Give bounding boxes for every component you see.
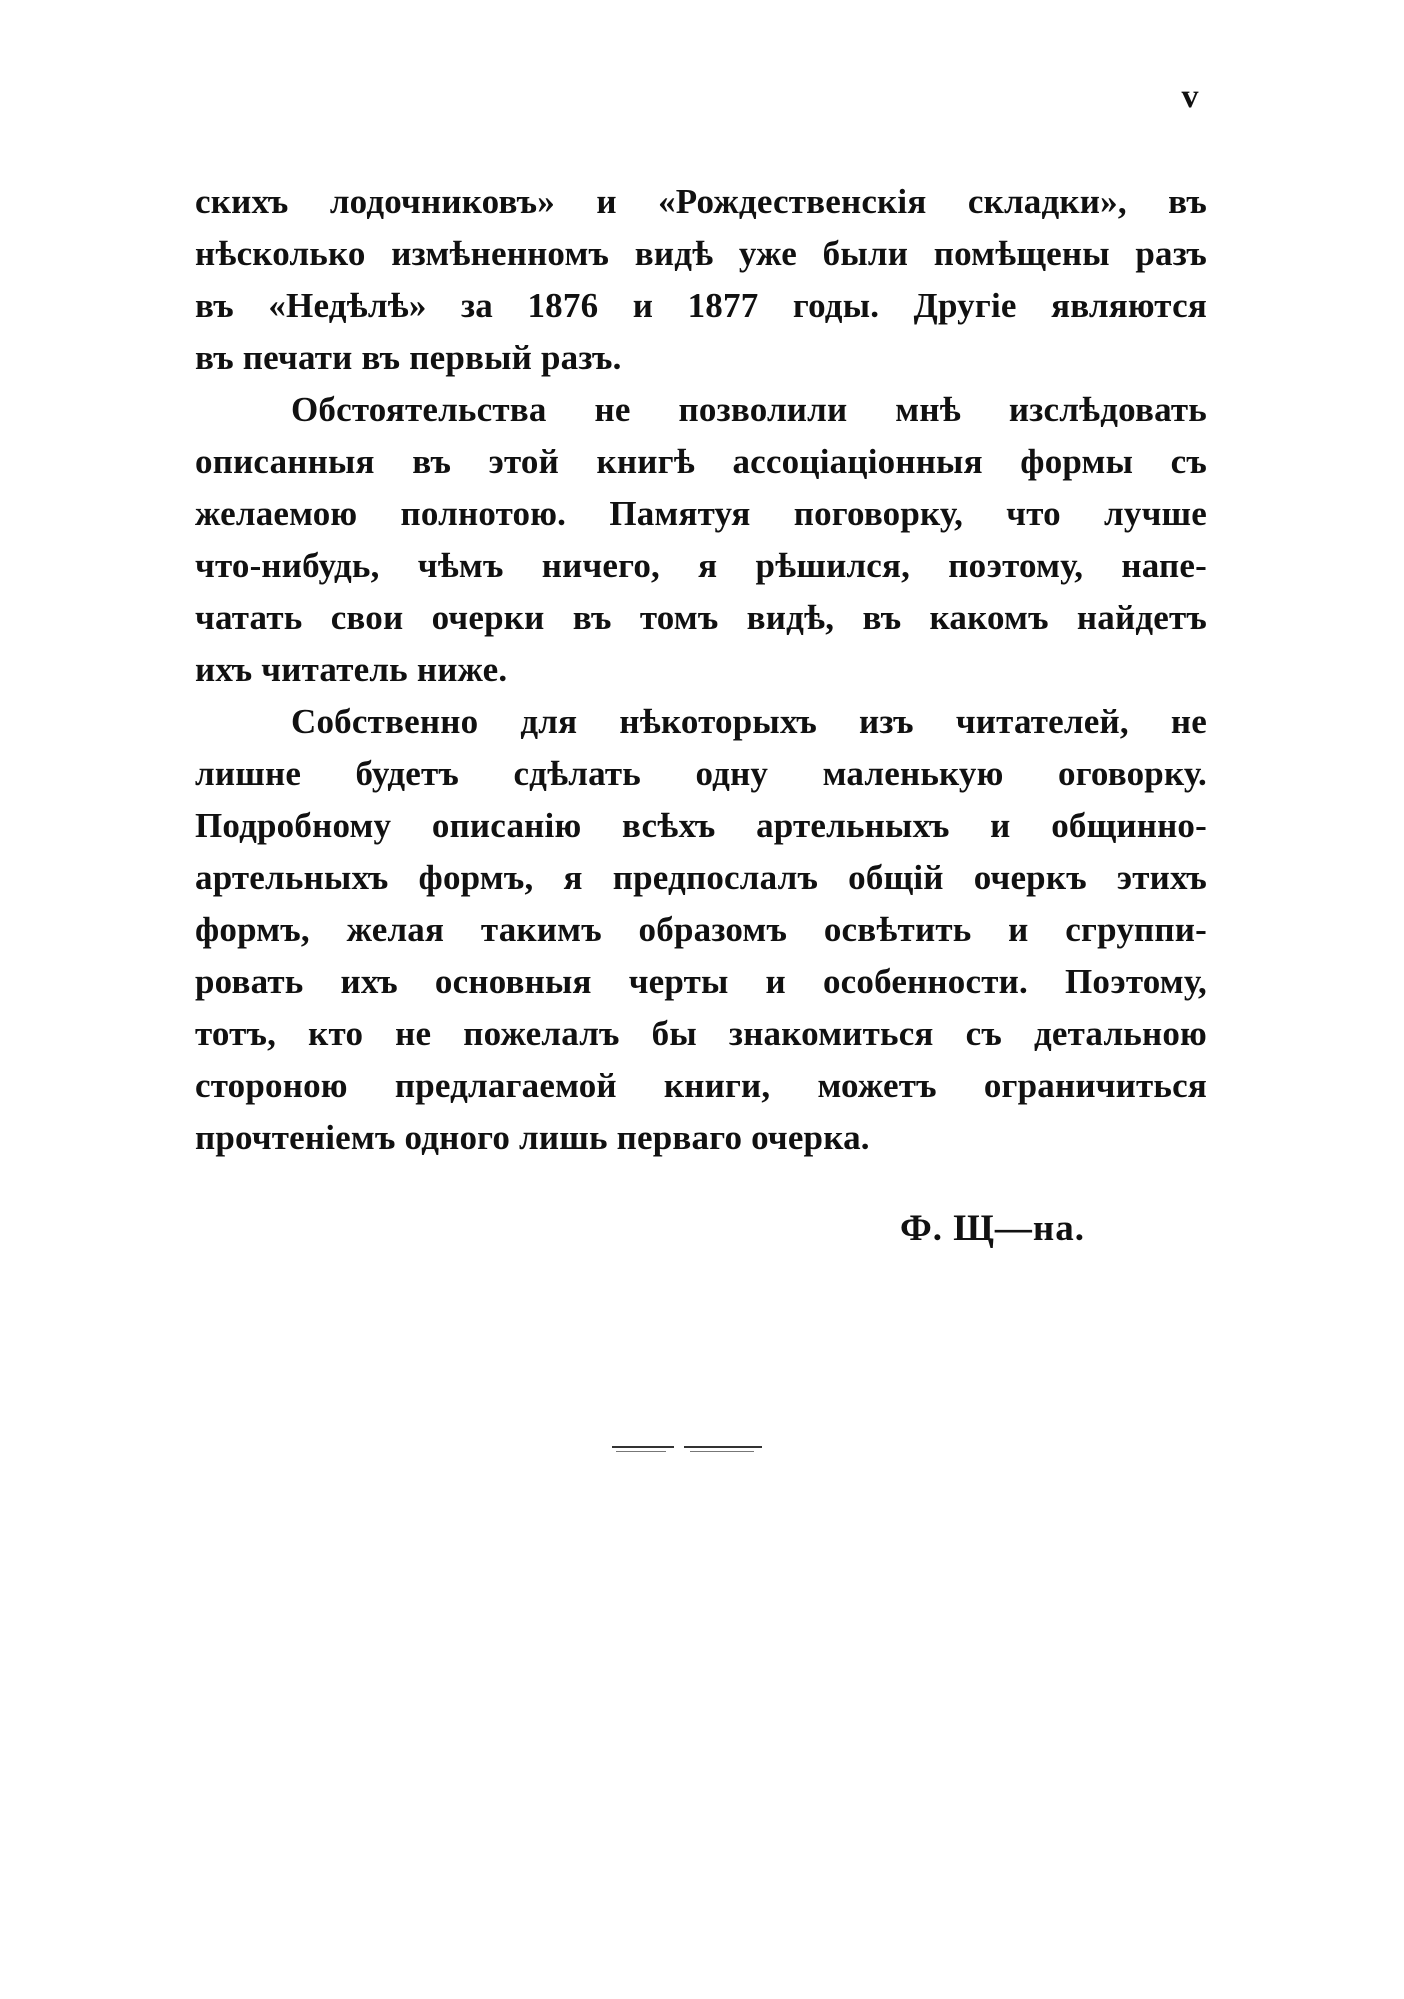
text-line: нѣсколько измѣненномъ видѣ уже были помѣщены разъ xyxy=(195,234,1207,273)
text-line: Собственно для нѣкоторыхъ изъ читателей, не xyxy=(291,702,1207,741)
text-line: стороною предлагаемой книги, можетъ ограничиться xyxy=(195,1066,1207,1105)
text-line: ихъ читатель ниже. xyxy=(195,650,508,689)
text-line: скихъ лодочниковъ» и «Рождественскія складки», въ xyxy=(195,182,1207,221)
text-line: въ «Недѣлѣ» за 1876 и 1877 годы. Другіе являются xyxy=(195,286,1207,325)
text-line: формъ, желая такимъ образомъ освѣтить и сгруппи- xyxy=(195,910,1207,949)
text-line: чатать свои очерки въ томъ видѣ, въ какомъ найдетъ xyxy=(195,598,1207,637)
text-line: ровать ихъ основныя черты и особенности. Поэтому, xyxy=(195,962,1207,1001)
body-text xyxy=(195,176,1207,1164)
text-line: прочтеніемъ одного лишь перваго очерка. xyxy=(195,1118,870,1157)
text-line: что-нибудь, чѣмъ ничего, я рѣшился, поэтому, напе- xyxy=(195,546,1207,585)
page-number: v xyxy=(1181,78,1199,115)
text-line: желаемою полнотою. Памятуя поговорку, что лучше xyxy=(195,494,1207,533)
section-divider xyxy=(612,1444,762,1454)
text-line: Обстоятельства не позволили мнѣ изслѣдовать xyxy=(291,390,1207,429)
text-line: Подробному описанію всѣхъ артельныхъ и общинно- xyxy=(195,806,1207,845)
text-line: въ печати въ первый разъ. xyxy=(195,338,622,377)
text-line: лишне будетъ сдѣлать одну маленькую оговорку. xyxy=(195,754,1207,793)
text-line: тотъ, кто не пожелалъ бы знакомиться съ детальною xyxy=(195,1014,1207,1053)
text-line: описанныя въ этой книгѣ ассоціаціонныя формы съ xyxy=(195,442,1207,481)
author-signature: Ф. Щ—на. xyxy=(900,1208,1085,1249)
text-line: артельныхъ формъ, я предпослалъ общій очеркъ этихъ xyxy=(195,858,1207,897)
